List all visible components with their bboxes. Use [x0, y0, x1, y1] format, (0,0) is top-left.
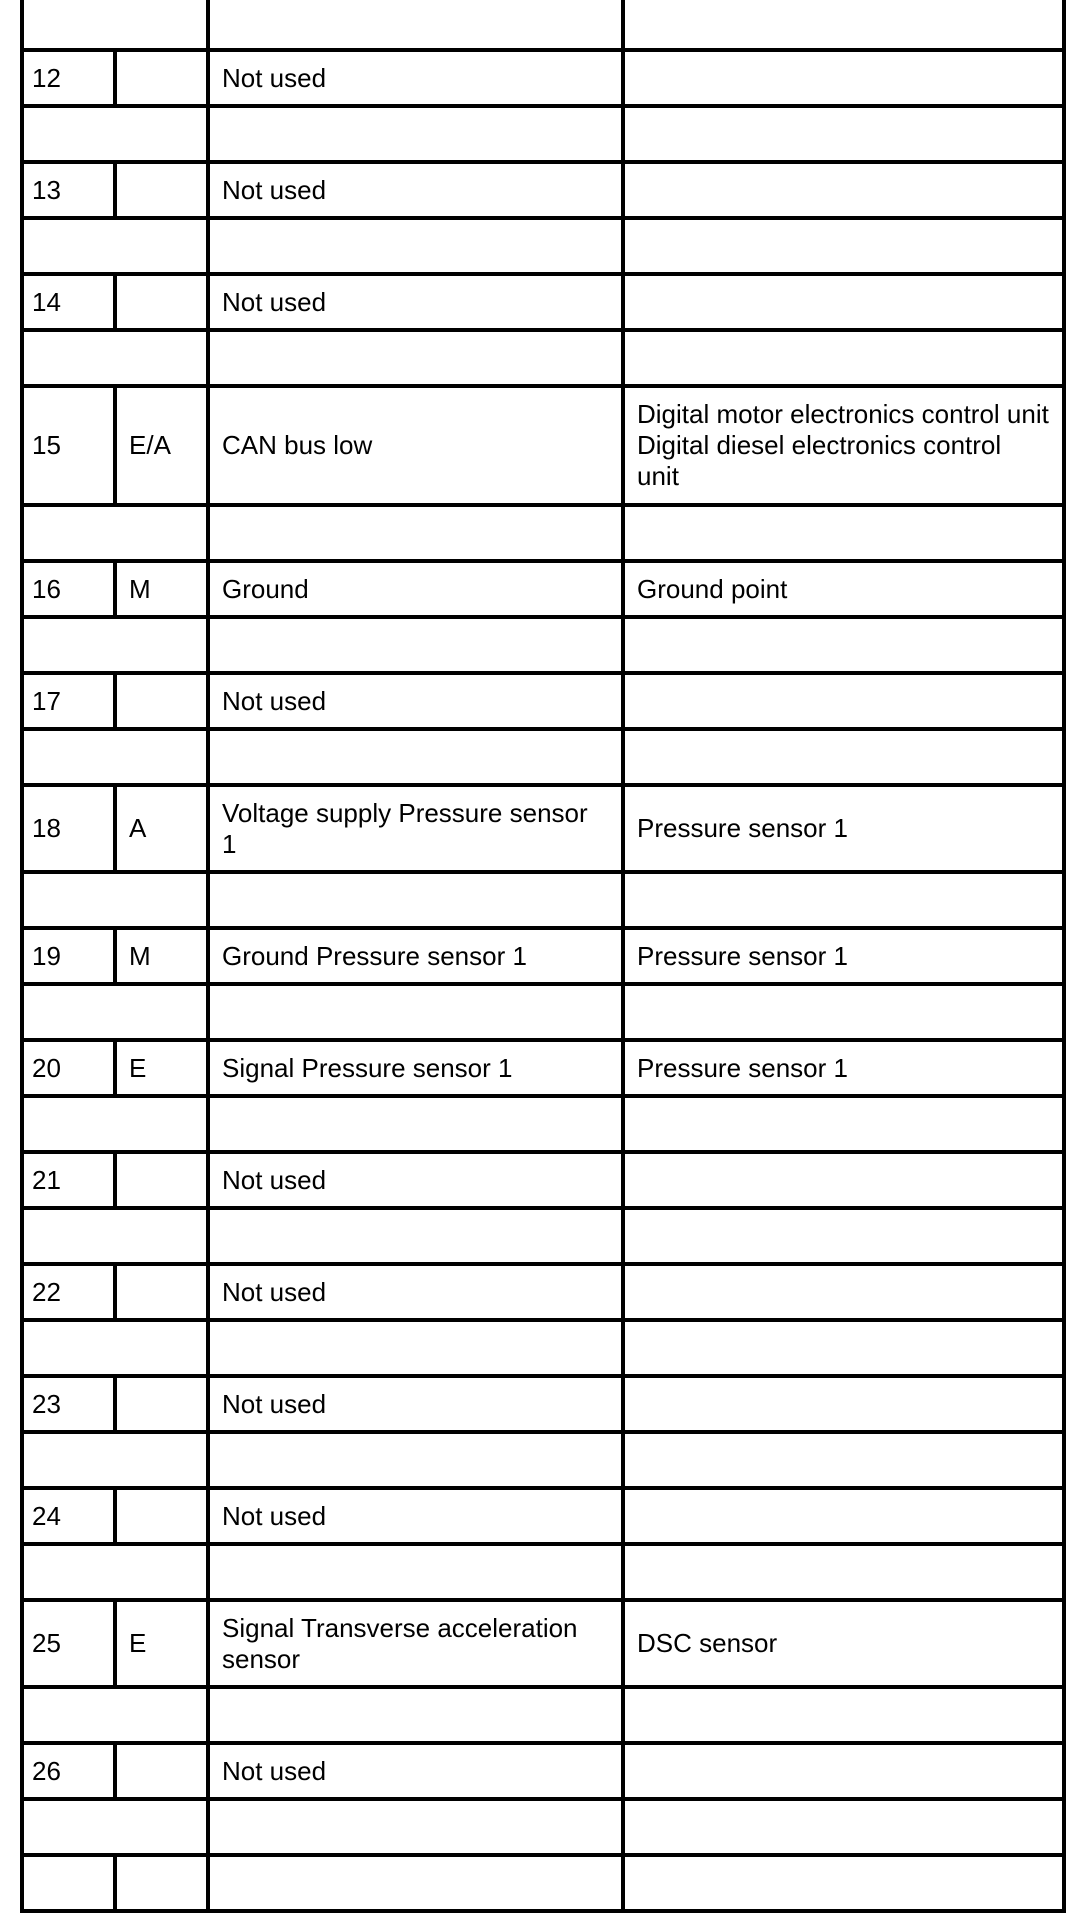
gap-cell — [22, 984, 208, 1040]
table-row — [22, 1600, 1064, 1687]
pin-number-cell: 19 — [22, 928, 115, 984]
signal-type-cell: E — [115, 1600, 208, 1687]
gap-cell — [208, 106, 623, 162]
gap-cell — [208, 617, 623, 673]
table-row — [22, 1376, 1064, 1432]
component-cell — [623, 50, 1064, 106]
gap-cell — [208, 505, 623, 561]
signal-type-cell — [115, 673, 208, 729]
gap-cell — [623, 1687, 1064, 1743]
function-cell: Signal Pressure sensor 1 — [208, 1040, 623, 1096]
pin-number-cell: 24 — [22, 1488, 115, 1544]
gap-cell — [22, 872, 208, 928]
gap-cell — [208, 0, 623, 50]
function-cell: Not used — [208, 162, 623, 218]
table-gap-row — [22, 1544, 1064, 1600]
table-gap-row — [22, 1432, 1064, 1488]
gap-cell — [623, 505, 1064, 561]
table-gap-row — [22, 1687, 1064, 1743]
pin-number-cell: 13 — [22, 162, 115, 218]
gap-cell — [623, 1320, 1064, 1376]
table-row — [22, 274, 1064, 330]
pin-number-cell: 18 — [22, 785, 115, 872]
pin-number-cell: 14 — [22, 274, 115, 330]
gap-cell — [208, 1544, 623, 1600]
table-row — [22, 1264, 1064, 1320]
gap-cell — [623, 106, 1064, 162]
function-cell: Not used — [208, 673, 623, 729]
table-gap-row — [22, 1799, 1064, 1855]
function-cell: CAN bus low — [208, 386, 623, 505]
signal-type-cell — [115, 274, 208, 330]
function-cell: Not used — [208, 1488, 623, 1544]
function-cell: Not used — [208, 1152, 623, 1208]
pin-number-cell: 17 — [22, 673, 115, 729]
signal-type-cell: M — [115, 561, 208, 617]
gap-cell — [623, 1799, 1064, 1855]
component-cell — [623, 1488, 1064, 1544]
pin-number-cell: 22 — [22, 1264, 115, 1320]
table-gap-row — [22, 1320, 1064, 1376]
gap-cell — [208, 330, 623, 386]
function-cell: Ground — [208, 561, 623, 617]
gap-cell — [208, 729, 623, 785]
gap-cell — [22, 1432, 208, 1488]
pin-number-cell: 16 — [22, 561, 115, 617]
function-cell: Not used — [208, 50, 623, 106]
component-cell: DSC sensor — [623, 1600, 1064, 1687]
table-row — [22, 1488, 1064, 1544]
gap-cell — [623, 617, 1064, 673]
function-cell: Voltage supply Pressure sensor 1 — [208, 785, 623, 872]
gap-cell — [22, 729, 208, 785]
signal-type-cell — [115, 1855, 208, 1911]
gap-cell — [623, 1544, 1064, 1600]
table-row — [22, 50, 1064, 106]
gap-cell — [208, 1320, 623, 1376]
gap-cell — [22, 617, 208, 673]
table-gap-row — [22, 505, 1064, 561]
function-cell: Not used — [208, 1743, 623, 1799]
gap-cell — [623, 0, 1064, 50]
gap-cell — [22, 0, 208, 50]
function-cell: Signal Transverse acceleration sensor — [208, 1600, 623, 1687]
table-gap-row — [22, 1208, 1064, 1264]
pin-number-cell: 23 — [22, 1376, 115, 1432]
component-cell: Pressure sensor 1 — [623, 1040, 1064, 1096]
table-row — [22, 1040, 1064, 1096]
component-cell: Digital motor electronics control unit Digital diesel electronics control unit — [623, 386, 1064, 505]
component-cell — [623, 1264, 1064, 1320]
signal-type-cell — [115, 162, 208, 218]
gap-cell — [208, 1432, 623, 1488]
gap-cell — [22, 330, 208, 386]
component-cell — [623, 162, 1064, 218]
gap-cell — [22, 1208, 208, 1264]
component-cell — [623, 1152, 1064, 1208]
gap-cell — [208, 1096, 623, 1152]
table-row — [22, 561, 1064, 617]
table-gap-row — [22, 1096, 1064, 1152]
gap-cell — [22, 106, 208, 162]
gap-cell — [208, 872, 623, 928]
table-row — [22, 386, 1064, 505]
pin-number-cell: 20 — [22, 1040, 115, 1096]
component-cell — [623, 1855, 1064, 1911]
table-gap-row — [22, 984, 1064, 1040]
signal-type-cell: A — [115, 785, 208, 872]
table-gap-row — [22, 729, 1064, 785]
gap-cell — [623, 729, 1064, 785]
pin-number-cell — [22, 1855, 115, 1911]
gap-cell — [623, 1432, 1064, 1488]
pin-number-cell: 21 — [22, 1152, 115, 1208]
function-cell: Ground Pressure sensor 1 — [208, 928, 623, 984]
signal-type-cell: E/A — [115, 386, 208, 505]
function-cell: Not used — [208, 274, 623, 330]
gap-cell — [208, 1208, 623, 1264]
signal-type-cell — [115, 1488, 208, 1544]
table-row — [22, 785, 1064, 872]
gap-cell — [22, 505, 208, 561]
table-gap-row — [22, 330, 1064, 386]
table-gap-row — [22, 106, 1064, 162]
gap-cell — [208, 984, 623, 1040]
gap-cell — [22, 1687, 208, 1743]
gap-cell — [22, 1799, 208, 1855]
table-row — [22, 162, 1064, 218]
table-gap-row — [22, 0, 1064, 50]
gap-cell — [208, 218, 623, 274]
component-cell — [623, 1743, 1064, 1799]
signal-type-cell — [115, 1743, 208, 1799]
gap-cell — [623, 984, 1064, 1040]
component-cell — [623, 274, 1064, 330]
table-row — [22, 1855, 1064, 1911]
signal-type-cell: E — [115, 1040, 208, 1096]
component-cell: Pressure sensor 1 — [623, 928, 1064, 984]
signal-type-cell — [115, 1264, 208, 1320]
signal-type-cell — [115, 1376, 208, 1432]
pin-number-cell: 15 — [22, 386, 115, 505]
component-cell: Pressure sensor 1 — [623, 785, 1064, 872]
gap-cell — [22, 218, 208, 274]
component-cell — [623, 1376, 1064, 1432]
signal-type-cell — [115, 1152, 208, 1208]
gap-cell — [623, 218, 1064, 274]
component-cell: Ground point — [623, 561, 1064, 617]
component-cell — [623, 673, 1064, 729]
table-row — [22, 928, 1064, 984]
function-cell — [208, 1855, 623, 1911]
gap-cell — [208, 1799, 623, 1855]
gap-cell — [22, 1544, 208, 1600]
gap-cell — [623, 1096, 1064, 1152]
table-gap-row — [22, 872, 1064, 928]
pin-assignment-table — [20, 0, 1066, 1913]
pin-number-cell: 12 — [22, 50, 115, 106]
table-gap-row — [22, 617, 1064, 673]
gap-cell — [208, 1687, 623, 1743]
table-row — [22, 673, 1064, 729]
function-cell: Not used — [208, 1264, 623, 1320]
function-cell: Not used — [208, 1376, 623, 1432]
signal-type-cell: M — [115, 928, 208, 984]
gap-cell — [623, 330, 1064, 386]
table-row — [22, 1152, 1064, 1208]
signal-type-cell — [115, 50, 208, 106]
pin-number-cell: 25 — [22, 1600, 115, 1687]
gap-cell — [623, 1208, 1064, 1264]
gap-cell — [22, 1320, 208, 1376]
gap-cell — [623, 872, 1064, 928]
table-row — [22, 1743, 1064, 1799]
pin-number-cell: 26 — [22, 1743, 115, 1799]
gap-cell — [22, 1096, 208, 1152]
table-gap-row — [22, 218, 1064, 274]
